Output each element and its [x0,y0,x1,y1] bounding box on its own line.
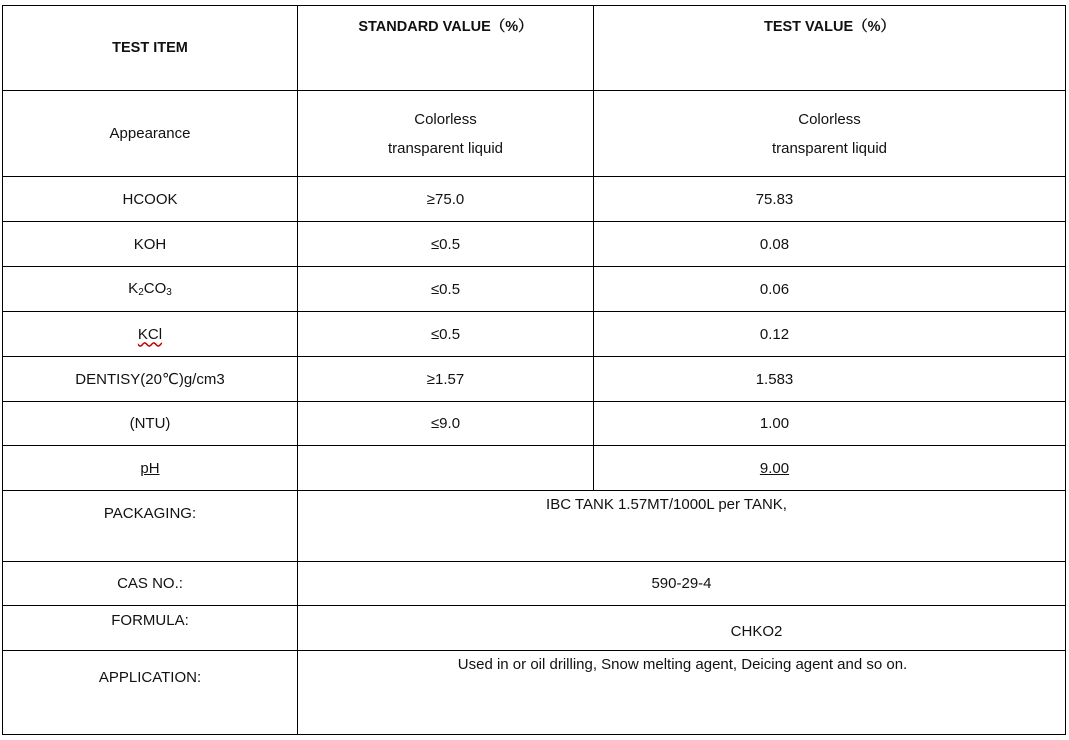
table-row-formula [3,606,1066,651]
table-row [3,267,1066,312]
formula-subscript: 3 [166,287,172,298]
test-value: 0.08 [594,222,1066,267]
cas-value: 590-29-4 [298,562,1066,606]
packaging-value: IBC TANK 1.57MT/1000L per TANK, [298,491,1066,562]
row-label-application: APPLICATION: [3,651,298,735]
table-row [3,402,1066,446]
formula-co: CO [143,280,167,297]
table-row-cas [3,562,1066,606]
test-value [594,446,1066,491]
row-label-text: pH [140,459,160,477]
appearance-standard-value [298,91,594,177]
header-row [3,6,1066,91]
table-row-application [3,651,1066,735]
test-value: 1.583 [594,357,1066,402]
standard-value: ≤0.5 [298,222,594,267]
standard-value [298,446,594,491]
header-test-value: TEST VALUE（%） [594,6,1066,91]
header-test-item: TEST ITEM [3,6,298,91]
row-label-formula: FORMULA: [3,606,298,651]
table-row [3,357,1066,402]
test-value: 0.06 [594,267,1066,312]
table-row [3,177,1066,222]
appearance-test-value [594,91,1066,177]
appearance-test-line1: Colorless [798,110,861,128]
table-row-packaging [3,491,1066,562]
row-label: KOH [3,222,298,267]
formula-value: CHKO2 [298,606,1066,651]
standard-value: ≤0.5 [298,267,594,312]
table-row [3,222,1066,267]
row-label-appearance: Appearance [3,91,298,177]
table-row [3,312,1066,357]
header-standard-value: STANDARD VALUE（%） [298,6,594,91]
appearance-standard-line2: transparent liquid [387,139,504,157]
test-value-text: 9.00 [759,459,790,477]
appearance-standard-line1: Colorless [414,110,477,128]
row-label [3,446,298,491]
test-value: 0.12 [594,312,1066,357]
table-row [3,446,1066,491]
formula-k: K [128,280,139,297]
row-label [3,267,298,312]
row-label [3,312,298,357]
table-row-appearance [3,91,1066,177]
standard-value: ≤9.0 [298,402,594,446]
row-label: DENTISY(20℃)g/cm3 [3,357,298,402]
test-value: 75.83 [594,177,1066,222]
test-value: 1.00 [594,402,1066,446]
appearance-test-line2: transparent liquid [771,139,888,157]
spec-table [2,5,1066,735]
row-label-cas: CAS NO.: [3,562,298,606]
standard-value: ≥75.0 [298,177,594,222]
row-label-text: KCl [137,325,163,343]
standard-value: ≤0.5 [298,312,594,357]
formula-subscript: 2 [138,287,144,298]
row-label: (NTU) [3,402,298,446]
row-label-packaging: PACKAGING: [3,491,298,562]
row-label: HCOOK [3,177,298,222]
standard-value: ≥1.57 [298,357,594,402]
application-value: Used in or oil drilling, Snow melting agent, Deicing agent and so on. [298,651,1066,735]
